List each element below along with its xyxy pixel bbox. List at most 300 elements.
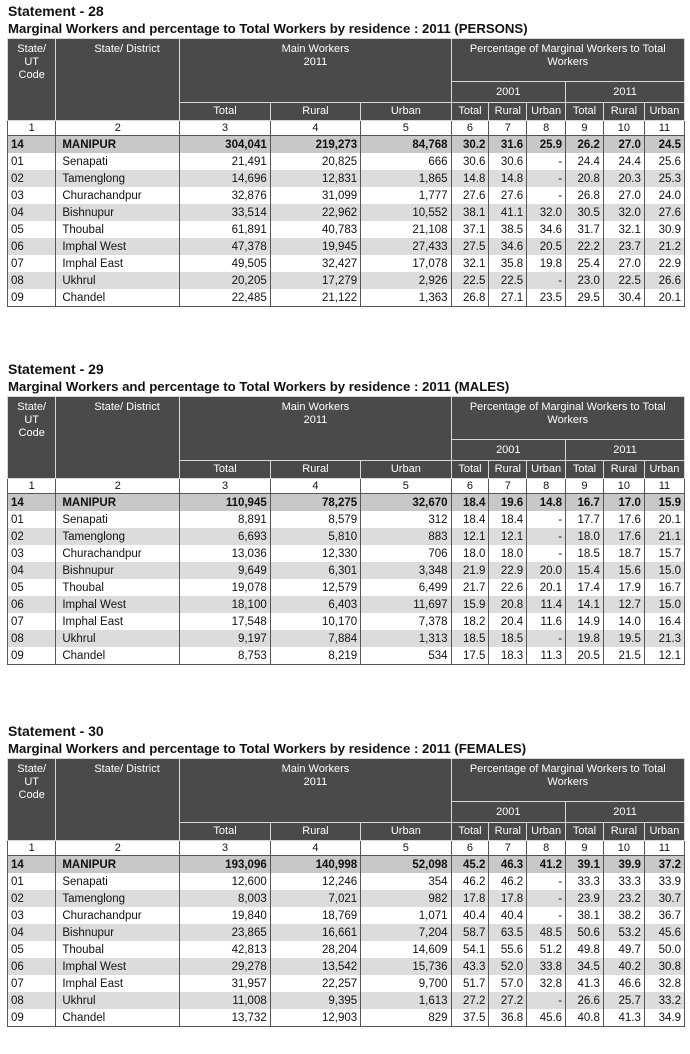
district-cell: Tamenglong bbox=[56, 528, 180, 545]
district-cell: Churachandpur bbox=[56, 545, 180, 562]
value-cell: 12,579 bbox=[270, 579, 360, 596]
value-cell: 33.3 bbox=[603, 873, 644, 890]
district-cell: Ukhrul bbox=[56, 272, 180, 289]
district-cell: Chandel bbox=[56, 647, 180, 665]
col-header-percentage: Percentage of Marginal Workers to Total Workers bbox=[451, 759, 684, 802]
col-header-urban: Urban bbox=[527, 823, 566, 841]
district-cell: Imphal East bbox=[56, 613, 180, 630]
value-cell: 30.8 bbox=[644, 958, 684, 975]
value-cell: 21.3 bbox=[644, 630, 684, 647]
value-cell: 47,378 bbox=[180, 238, 270, 255]
value-cell: 30.2 bbox=[451, 136, 489, 154]
value-cell: 14.8 bbox=[489, 170, 527, 187]
code-cell: 14 bbox=[8, 494, 56, 512]
value-cell: 46.6 bbox=[603, 975, 644, 992]
value-cell: 40.2 bbox=[603, 958, 644, 975]
value-cell: 20.5 bbox=[527, 238, 566, 255]
district-row bbox=[8, 221, 685, 238]
value-cell: - bbox=[527, 545, 566, 562]
value-cell: 12,903 bbox=[270, 1009, 360, 1027]
value-cell: 5,810 bbox=[270, 528, 360, 545]
col-number: 10 bbox=[603, 121, 644, 136]
value-cell: 18.4 bbox=[451, 511, 489, 528]
code-cell: 02 bbox=[8, 890, 56, 907]
code-cell: 09 bbox=[8, 1009, 56, 1027]
code-cell: 01 bbox=[8, 511, 56, 528]
district-row bbox=[8, 511, 685, 528]
value-cell: 18.0 bbox=[451, 545, 489, 562]
value-cell: 666 bbox=[361, 153, 451, 170]
value-cell: 39.1 bbox=[566, 856, 604, 874]
value-cell: 8,753 bbox=[180, 647, 270, 665]
value-cell: 43.3 bbox=[451, 958, 489, 975]
value-cell: 15.9 bbox=[451, 596, 489, 613]
value-cell: 31.6 bbox=[489, 136, 527, 154]
value-cell: 36.8 bbox=[489, 1009, 527, 1027]
col-number: 7 bbox=[489, 121, 527, 136]
value-cell: 23,865 bbox=[180, 924, 270, 941]
value-cell: 219,273 bbox=[270, 136, 360, 154]
value-cell: 18.7 bbox=[603, 545, 644, 562]
value-cell: 30.5 bbox=[566, 204, 604, 221]
value-cell: 312 bbox=[361, 511, 451, 528]
value-cell: 36.7 bbox=[644, 907, 684, 924]
col-header-urban: Urban bbox=[361, 103, 451, 121]
value-cell: 21.9 bbox=[451, 562, 489, 579]
value-cell: 61,891 bbox=[180, 221, 270, 238]
col-header-rural: Rural bbox=[603, 823, 644, 841]
value-cell: 17.8 bbox=[489, 890, 527, 907]
col-number: 11 bbox=[644, 479, 684, 494]
value-cell: 1,777 bbox=[361, 187, 451, 204]
col-number: 9 bbox=[566, 841, 604, 856]
value-cell: 32.0 bbox=[603, 204, 644, 221]
value-cell: 31.7 bbox=[566, 221, 604, 238]
district-cell: Chandel bbox=[56, 1009, 180, 1027]
value-cell: 21.1 bbox=[644, 528, 684, 545]
value-cell: 27.0 bbox=[603, 187, 644, 204]
district-row bbox=[8, 238, 685, 255]
col-header-total: Total bbox=[180, 461, 270, 479]
value-cell: 17.0 bbox=[603, 494, 644, 512]
value-cell: 37.1 bbox=[451, 221, 489, 238]
district-row bbox=[8, 890, 685, 907]
district-cell: MANIPUR bbox=[56, 494, 180, 512]
value-cell: 54.1 bbox=[451, 941, 489, 958]
value-cell: 22.2 bbox=[566, 238, 604, 255]
col-number: 3 bbox=[180, 841, 270, 856]
district-cell: MANIPUR bbox=[56, 856, 180, 874]
value-cell: 534 bbox=[361, 647, 451, 665]
col-header-urban: Urban bbox=[527, 103, 566, 121]
value-cell: 21,491 bbox=[180, 153, 270, 170]
value-cell: 13,542 bbox=[270, 958, 360, 975]
district-cell: Thoubal bbox=[56, 221, 180, 238]
col-number: 2 bbox=[56, 479, 180, 494]
value-cell: 12.1 bbox=[451, 528, 489, 545]
code-cell: 06 bbox=[8, 238, 56, 255]
col-header-rural: Rural bbox=[489, 103, 527, 121]
value-cell: - bbox=[527, 873, 566, 890]
value-cell: 12.1 bbox=[644, 647, 684, 665]
code-cell: 01 bbox=[8, 873, 56, 890]
code-cell: 05 bbox=[8, 941, 56, 958]
value-cell: 34.6 bbox=[489, 238, 527, 255]
value-cell: 40,783 bbox=[270, 221, 360, 238]
value-cell: 19.8 bbox=[527, 255, 566, 272]
value-cell: 30.9 bbox=[644, 221, 684, 238]
value-cell: 6,301 bbox=[270, 562, 360, 579]
value-cell: 7,884 bbox=[270, 630, 360, 647]
value-cell: 16.4 bbox=[644, 613, 684, 630]
state-total-row bbox=[8, 856, 685, 874]
code-cell: 14 bbox=[8, 856, 56, 874]
value-cell: 27.2 bbox=[489, 992, 527, 1009]
value-cell: - bbox=[527, 272, 566, 289]
district-row bbox=[8, 1009, 685, 1027]
value-cell: - bbox=[527, 992, 566, 1009]
col-header-main-workers: Main Workers 2011 bbox=[180, 39, 451, 103]
district-cell: Bishnupur bbox=[56, 204, 180, 221]
value-cell: 32,670 bbox=[361, 494, 451, 512]
col-header-2001: 2001 bbox=[451, 440, 566, 461]
value-cell: 23.5 bbox=[527, 289, 566, 307]
district-cell: Ukhrul bbox=[56, 992, 180, 1009]
code-cell: 06 bbox=[8, 958, 56, 975]
value-cell: 45.6 bbox=[527, 1009, 566, 1027]
col-header-district: State/ District bbox=[56, 759, 180, 841]
value-cell: 31,099 bbox=[270, 187, 360, 204]
value-cell: 27.1 bbox=[489, 289, 527, 307]
value-cell: 46.3 bbox=[489, 856, 527, 874]
value-cell: 27.6 bbox=[489, 187, 527, 204]
value-cell: 8,219 bbox=[270, 647, 360, 665]
district-row bbox=[8, 272, 685, 289]
workers-table bbox=[7, 758, 685, 1027]
value-cell: 17.6 bbox=[603, 511, 644, 528]
value-cell: 22.9 bbox=[489, 562, 527, 579]
value-cell: 30.6 bbox=[451, 153, 489, 170]
value-cell: 21.5 bbox=[603, 647, 644, 665]
district-row bbox=[8, 204, 685, 221]
value-cell: 22.5 bbox=[451, 272, 489, 289]
district-row bbox=[8, 941, 685, 958]
district-cell: Churachandpur bbox=[56, 187, 180, 204]
value-cell: 883 bbox=[361, 528, 451, 545]
statement-title: Statement - 30 bbox=[8, 723, 104, 739]
value-cell: 11.3 bbox=[527, 647, 566, 665]
col-number: 11 bbox=[644, 841, 684, 856]
value-cell: 39.9 bbox=[603, 856, 644, 874]
value-cell: 46.2 bbox=[451, 873, 489, 890]
value-cell: 25.7 bbox=[603, 992, 644, 1009]
value-cell: - bbox=[527, 511, 566, 528]
col-number: 3 bbox=[180, 121, 270, 136]
value-cell: 51.7 bbox=[451, 975, 489, 992]
value-cell: 26.8 bbox=[566, 187, 604, 204]
workers-table bbox=[7, 396, 685, 665]
value-cell: 22.5 bbox=[603, 272, 644, 289]
code-cell: 03 bbox=[8, 907, 56, 924]
value-cell: 26.6 bbox=[566, 992, 604, 1009]
district-cell: Senapati bbox=[56, 153, 180, 170]
district-row bbox=[8, 613, 685, 630]
value-cell: 18.2 bbox=[451, 613, 489, 630]
value-cell: - bbox=[527, 187, 566, 204]
col-number: 4 bbox=[270, 841, 360, 856]
district-row bbox=[8, 630, 685, 647]
value-cell: - bbox=[527, 890, 566, 907]
value-cell: 37.2 bbox=[644, 856, 684, 874]
col-number: 7 bbox=[489, 841, 527, 856]
district-cell: Imphal West bbox=[56, 958, 180, 975]
value-cell: 33,514 bbox=[180, 204, 270, 221]
value-cell: 16,661 bbox=[270, 924, 360, 941]
value-cell: 982 bbox=[361, 890, 451, 907]
value-cell: 21.2 bbox=[644, 238, 684, 255]
col-number: 8 bbox=[527, 479, 566, 494]
value-cell: 15,736 bbox=[361, 958, 451, 975]
code-cell: 03 bbox=[8, 545, 56, 562]
value-cell: 6,693 bbox=[180, 528, 270, 545]
value-cell: 41.2 bbox=[527, 856, 566, 874]
value-cell: 1,613 bbox=[361, 992, 451, 1009]
district-row bbox=[8, 873, 685, 890]
value-cell: 11,697 bbox=[361, 596, 451, 613]
col-header-code: State/ UT Code bbox=[8, 759, 56, 841]
value-cell: 26.6 bbox=[644, 272, 684, 289]
value-cell: 14.0 bbox=[603, 613, 644, 630]
value-cell: 41.3 bbox=[603, 1009, 644, 1027]
value-cell: 22.5 bbox=[489, 272, 527, 289]
value-cell: 829 bbox=[361, 1009, 451, 1027]
value-cell: 9,700 bbox=[361, 975, 451, 992]
value-cell: 6,403 bbox=[270, 596, 360, 613]
value-cell: 20.4 bbox=[489, 613, 527, 630]
value-cell: 22,257 bbox=[270, 975, 360, 992]
value-cell: 55.6 bbox=[489, 941, 527, 958]
value-cell: 34.6 bbox=[527, 221, 566, 238]
value-cell: 17,548 bbox=[180, 613, 270, 630]
col-header-percentage: Percentage of Marginal Workers to Total Workers bbox=[451, 397, 684, 440]
value-cell: 41.3 bbox=[566, 975, 604, 992]
col-header-rural: Rural bbox=[489, 461, 527, 479]
value-cell: 20.1 bbox=[644, 511, 684, 528]
value-cell: 20.1 bbox=[644, 289, 684, 307]
code-cell: 04 bbox=[8, 562, 56, 579]
col-number: 2 bbox=[56, 121, 180, 136]
value-cell: 26.8 bbox=[451, 289, 489, 307]
district-row bbox=[8, 153, 685, 170]
col-header-district: State/ District bbox=[56, 397, 180, 479]
value-cell: 10,170 bbox=[270, 613, 360, 630]
value-cell: 18.4 bbox=[489, 511, 527, 528]
value-cell: 27.0 bbox=[603, 136, 644, 154]
value-cell: 17.8 bbox=[451, 890, 489, 907]
code-cell: 08 bbox=[8, 272, 56, 289]
col-header-2001: 2001 bbox=[451, 82, 566, 103]
value-cell: 19.8 bbox=[566, 630, 604, 647]
value-cell: 41.1 bbox=[489, 204, 527, 221]
col-number: 6 bbox=[451, 479, 489, 494]
value-cell: 32.1 bbox=[603, 221, 644, 238]
value-cell: 48.5 bbox=[527, 924, 566, 941]
value-cell: 27.5 bbox=[451, 238, 489, 255]
value-cell: 58.7 bbox=[451, 924, 489, 941]
district-row bbox=[8, 528, 685, 545]
code-cell: 05 bbox=[8, 221, 56, 238]
value-cell: 18.0 bbox=[489, 545, 527, 562]
value-cell: 21,108 bbox=[361, 221, 451, 238]
col-header-2011: 2011 bbox=[566, 802, 685, 823]
code-cell: 08 bbox=[8, 630, 56, 647]
col-header-2011: 2011 bbox=[566, 440, 685, 461]
value-cell: 38.1 bbox=[451, 204, 489, 221]
value-cell: 17.4 bbox=[566, 579, 604, 596]
value-cell: 354 bbox=[361, 873, 451, 890]
value-cell: 46.2 bbox=[489, 873, 527, 890]
value-cell: 35.8 bbox=[489, 255, 527, 272]
col-header-total: Total bbox=[451, 823, 489, 841]
code-cell: 02 bbox=[8, 528, 56, 545]
value-cell: 23.0 bbox=[566, 272, 604, 289]
value-cell: 20.8 bbox=[566, 170, 604, 187]
value-cell: 11.6 bbox=[527, 613, 566, 630]
value-cell: 7,021 bbox=[270, 890, 360, 907]
value-cell: 30.4 bbox=[603, 289, 644, 307]
col-header-total: Total bbox=[566, 461, 604, 479]
code-cell: 07 bbox=[8, 255, 56, 272]
code-cell: 08 bbox=[8, 992, 56, 1009]
code-cell: 06 bbox=[8, 596, 56, 613]
col-header-total: Total bbox=[451, 103, 489, 121]
value-cell: 18,100 bbox=[180, 596, 270, 613]
value-cell: 17.6 bbox=[603, 528, 644, 545]
col-number: 8 bbox=[527, 121, 566, 136]
code-cell: 04 bbox=[8, 924, 56, 941]
value-cell: 49.8 bbox=[566, 941, 604, 958]
value-cell: 29.5 bbox=[566, 289, 604, 307]
value-cell: 29,278 bbox=[180, 958, 270, 975]
value-cell: 42,813 bbox=[180, 941, 270, 958]
value-cell: 22,962 bbox=[270, 204, 360, 221]
value-cell: 16.7 bbox=[644, 579, 684, 596]
col-number: 4 bbox=[270, 121, 360, 136]
statement-subtitle: Marginal Workers and percentage to Total Workers by residence : 2011 (PERSONS) bbox=[8, 21, 528, 36]
value-cell: 22.9 bbox=[644, 255, 684, 272]
col-number: 11 bbox=[644, 121, 684, 136]
value-cell: 304,041 bbox=[180, 136, 270, 154]
workers-table bbox=[7, 38, 685, 307]
value-cell: 25.4 bbox=[566, 255, 604, 272]
col-number: 4 bbox=[270, 479, 360, 494]
value-cell: 12,246 bbox=[270, 873, 360, 890]
value-cell: 38.1 bbox=[566, 907, 604, 924]
value-cell: 18.5 bbox=[489, 630, 527, 647]
col-number: 1 bbox=[8, 121, 56, 136]
value-cell: 19,840 bbox=[180, 907, 270, 924]
value-cell: 15.0 bbox=[644, 596, 684, 613]
value-cell: 17.7 bbox=[566, 511, 604, 528]
col-header-main-workers: Main Workers 2011 bbox=[180, 397, 451, 461]
district-cell: Thoubal bbox=[56, 941, 180, 958]
col-header-code: State/ UT Code bbox=[8, 39, 56, 121]
value-cell: 17,078 bbox=[361, 255, 451, 272]
code-cell: 01 bbox=[8, 153, 56, 170]
value-cell: 21.7 bbox=[451, 579, 489, 596]
value-cell: 40.8 bbox=[566, 1009, 604, 1027]
value-cell: 24.4 bbox=[566, 153, 604, 170]
col-header-urban: Urban bbox=[644, 823, 684, 841]
col-header-code: State/ UT Code bbox=[8, 397, 56, 479]
district-cell: Senapati bbox=[56, 873, 180, 890]
district-row bbox=[8, 545, 685, 562]
value-cell: 40.4 bbox=[489, 907, 527, 924]
value-cell: 18.5 bbox=[566, 545, 604, 562]
value-cell: 17.9 bbox=[603, 579, 644, 596]
value-cell: 40.4 bbox=[451, 907, 489, 924]
value-cell: 26.2 bbox=[566, 136, 604, 154]
value-cell: 32,427 bbox=[270, 255, 360, 272]
value-cell: 32.0 bbox=[527, 204, 566, 221]
value-cell: 27.6 bbox=[644, 204, 684, 221]
value-cell: 18.3 bbox=[489, 647, 527, 665]
value-cell: 19.6 bbox=[489, 494, 527, 512]
value-cell: 12.7 bbox=[603, 596, 644, 613]
col-number: 10 bbox=[603, 841, 644, 856]
value-cell: - bbox=[527, 170, 566, 187]
value-cell: 20.1 bbox=[527, 579, 566, 596]
col-number: 5 bbox=[361, 841, 451, 856]
value-cell: 15.0 bbox=[644, 562, 684, 579]
value-cell: 23.7 bbox=[603, 238, 644, 255]
value-cell: 57.0 bbox=[489, 975, 527, 992]
code-cell: 04 bbox=[8, 204, 56, 221]
statement-subtitle: Marginal Workers and percentage to Total Workers by residence : 2011 (FEMALES) bbox=[8, 741, 527, 756]
value-cell: 32.8 bbox=[644, 975, 684, 992]
value-cell: 20.5 bbox=[566, 647, 604, 665]
col-number: 6 bbox=[451, 121, 489, 136]
value-cell: 19.5 bbox=[603, 630, 644, 647]
value-cell: 17.5 bbox=[451, 647, 489, 665]
value-cell: 14.9 bbox=[566, 613, 604, 630]
code-cell: 14 bbox=[8, 136, 56, 154]
col-header-rural: Rural bbox=[603, 103, 644, 121]
value-cell: 49.7 bbox=[603, 941, 644, 958]
col-header-urban: Urban bbox=[644, 461, 684, 479]
district-row bbox=[8, 958, 685, 975]
value-cell: 13,732 bbox=[180, 1009, 270, 1027]
district-cell: Chandel bbox=[56, 289, 180, 307]
value-cell: 24.5 bbox=[644, 136, 684, 154]
district-row bbox=[8, 992, 685, 1009]
value-cell: 20,205 bbox=[180, 272, 270, 289]
district-cell: Thoubal bbox=[56, 579, 180, 596]
district-cell: Imphal West bbox=[56, 238, 180, 255]
value-cell: 27.0 bbox=[603, 255, 644, 272]
col-header-percentage: Percentage of Marginal Workers to Total Workers bbox=[451, 39, 684, 82]
district-row bbox=[8, 579, 685, 596]
code-cell: 03 bbox=[8, 187, 56, 204]
district-cell: Tamenglong bbox=[56, 890, 180, 907]
district-cell: Ukhrul bbox=[56, 630, 180, 647]
col-number: 5 bbox=[361, 479, 451, 494]
col-number: 9 bbox=[566, 121, 604, 136]
district-row bbox=[8, 647, 685, 665]
district-row bbox=[8, 562, 685, 579]
state-total-row bbox=[8, 136, 685, 154]
district-row bbox=[8, 924, 685, 941]
